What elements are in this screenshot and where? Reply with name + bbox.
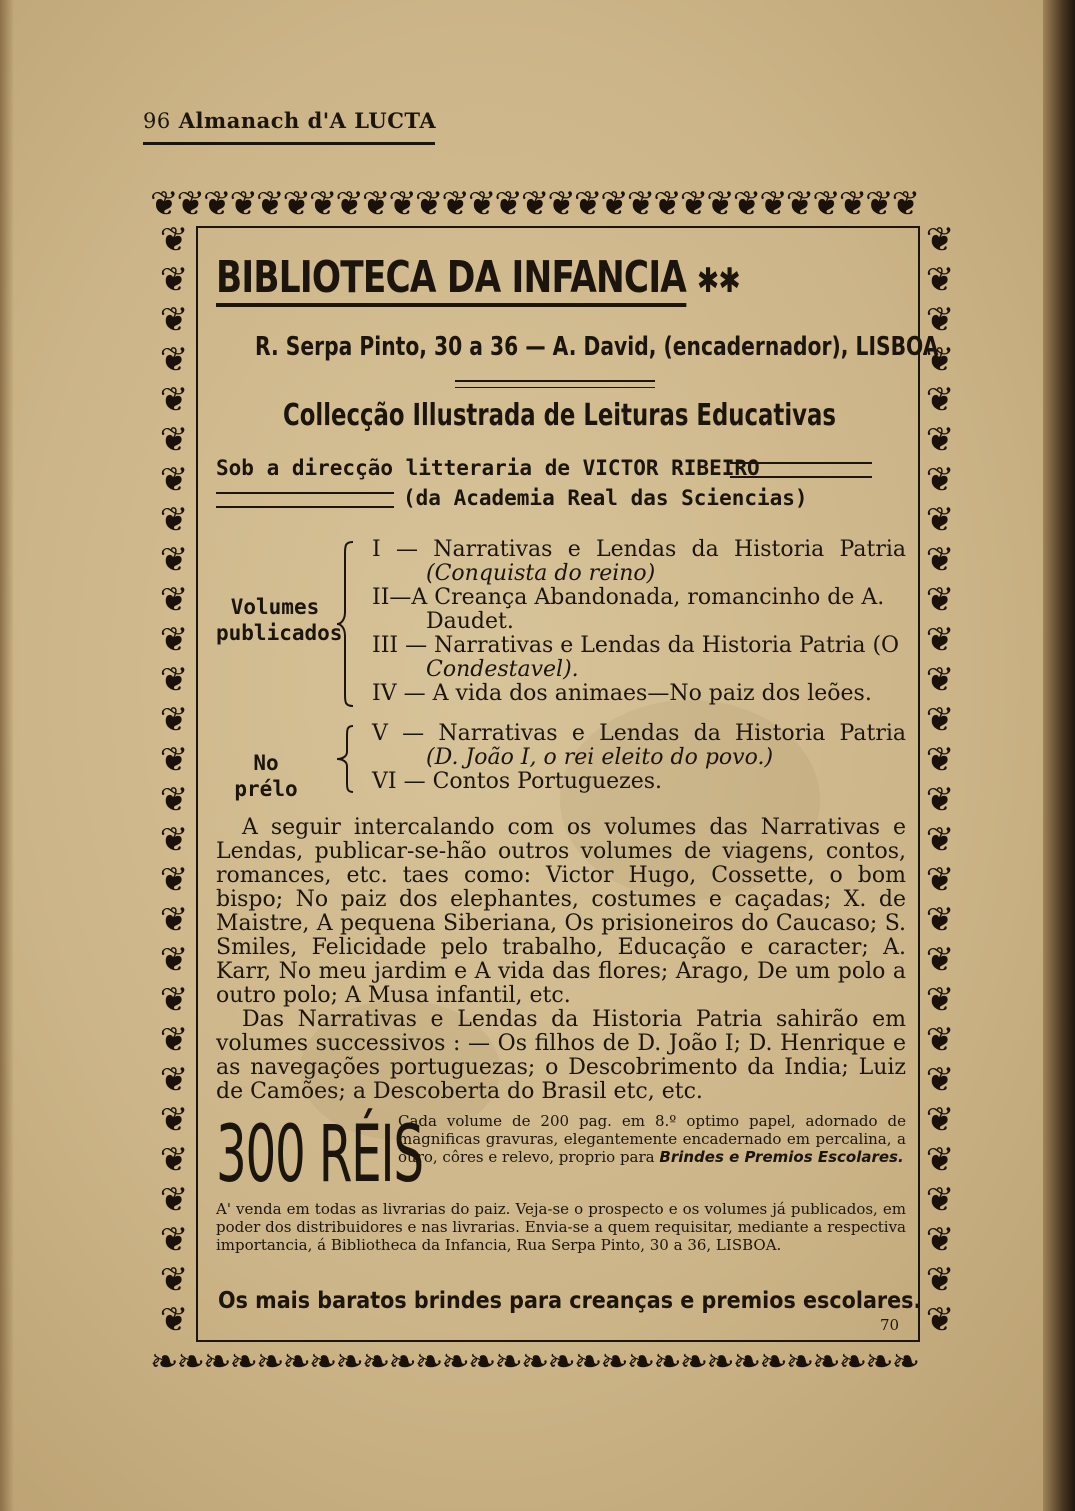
divider-rule	[455, 380, 655, 388]
page-number: 96	[143, 109, 171, 133]
academy-line: (da Academia Real das Sciencias)	[403, 486, 808, 510]
published-item: I — Narrativas e Lendas da Historia Patria (Conquista do reino)	[372, 537, 906, 586]
ad-address: R. Serpa Pinto, 30 a 36 — A. David, (encadernador), LISBOA	[255, 332, 939, 362]
price-gift-highlight: Brindes e Premios Escolares.	[659, 1148, 904, 1166]
published-item: III — Narrativas e Lendas da Historia Patria (O Condestavel).	[372, 633, 900, 682]
press-label: No prélo	[234, 751, 298, 801]
paragraph-upcoming-volumes: A seguir intercalando com os volumes das Narrativas e Lendas, publicar-se-hão outros volumes de viagens, contos, romances, etc. taes como: Victor Hugo, Cossette, o bom bispo; No paiz dos elephantes, costumes e caçadas; X. de Maistre, A pequena Siberiana, Os prisioneiros do Caucaso; S. Smiles, Felicidade pelo trabalho, Educação e caracter; A. Karr, No meu jardim e A vida das flores; Arago, De um polo a outro polo; A Musa infantil, etc.	[216, 815, 906, 1008]
running-head-rule	[143, 142, 435, 145]
ad-title-text: BIBLIOTECA DA INFANCIA	[216, 252, 686, 307]
brace-icon	[335, 724, 357, 794]
ornamental-border-top: ❦❦❦❦❦❦❦❦❦❦❦❦❦❦❦❦❦❦❦❦❦❦❦❦❦❦❦❦❦	[150, 184, 919, 224]
price-description-text: Cada volume de 200 pag. em 8.º optimo papel, adornado de magnificas gravuras, elegantemente encadernado em percalina, a ouro, côres e relevo, proprio para	[398, 1112, 906, 1166]
sale-information: A' venda em todas as livrarias do paiz. Veja-se o prospecto e os volumes já publicados, em poder dos distribuidores e nas livrarias. Envia-se a quem requisitar, mediante a respectiva importancia, á Bibliotheca da Infancia, Rua Serpa Pinto, 30 a 36, LISBOA.	[216, 1200, 906, 1254]
ornamental-border-left: ❦❦❦❦❦❦❦❦❦❦❦❦❦❦❦❦❦❦❦❦❦❦❦❦❦❦❦❦	[159, 220, 189, 1340]
ornamental-border-bottom: ❧❧❧❧❧❧❧❧❧❧❧❧❧❧❧❧❧❧❧❧❧❧❧❧❧❧❧❧❧	[150, 1342, 919, 1382]
published-item: IV — A vida dos animaes—No paiz dos leões.	[372, 681, 872, 706]
ornamental-border-right: ❦❦❦❦❦❦❦❦❦❦❦❦❦❦❦❦❦❦❦❦❦❦❦❦❦❦❦❦	[925, 220, 955, 1340]
price-label: 300 RÉIS	[216, 1110, 423, 1200]
press-list	[372, 722, 906, 794]
almanac-title: Almanach d'A LUCTA	[178, 108, 437, 133]
slogan: Os mais baratos brindes para creanças e premios escolares.	[218, 1288, 922, 1314]
ad-title	[216, 252, 740, 303]
running-head	[143, 108, 436, 133]
ad-reference-number: 70	[880, 1316, 900, 1334]
paragraph-narrativas: Das Narrativas e Lendas da Historia Patria sahirão em volumes successivos : — Os filhos de D. João I; D. Henrique e as navegações portuguezas; o Descobrimento da India; Luiz de Camões; a Descoberta do Brasil etc, etc.	[216, 1007, 906, 1104]
decorative-lines	[730, 462, 872, 478]
press-item: VI — Contos Portuguezes.	[372, 769, 663, 794]
brace-icon	[335, 540, 357, 708]
page-left-edge	[0, 0, 14, 1511]
decorative-lines	[216, 492, 394, 508]
editor-line: Sob a direcção litteraria de VICTOR RIBEIRO	[216, 456, 760, 480]
star-ornament-icon: ✱✱	[697, 261, 740, 301]
press-item: V — Narrativas e Lendas da Historia Patria (D. João I, o rei eleito do povo.)	[372, 721, 906, 770]
collection-title: Collecção Illustrada de Leituras Educativas	[283, 398, 836, 433]
published-item: II—A Creança Abandonada, romancinho de A. Daudet.	[372, 585, 885, 634]
published-list	[372, 538, 906, 706]
price-description	[398, 1112, 906, 1166]
published-label: Volumes publicados	[216, 595, 343, 645]
book-spine-shadow	[1043, 0, 1075, 1511]
